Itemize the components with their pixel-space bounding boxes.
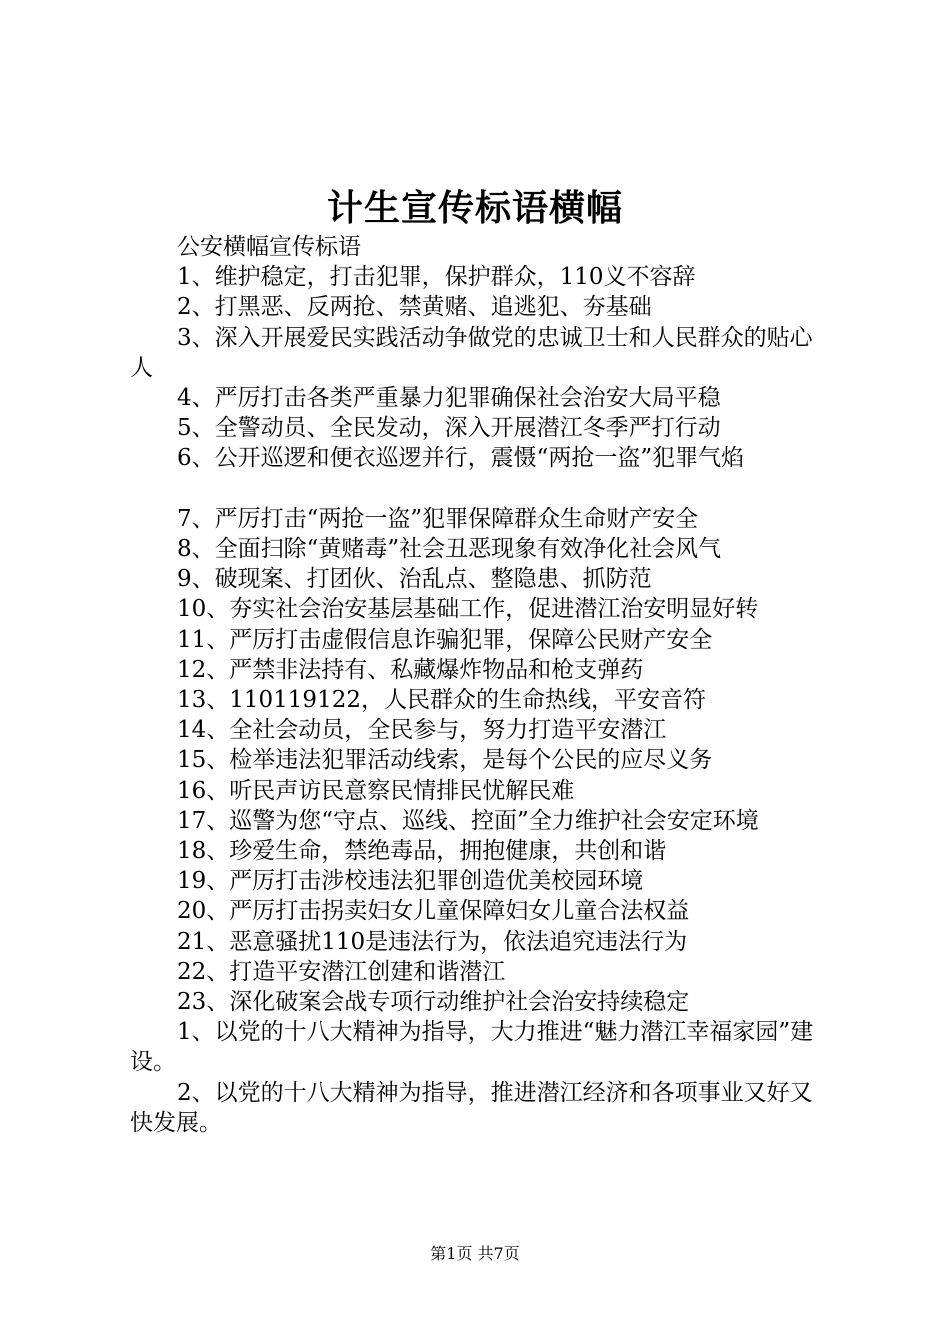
paragraph: 20、严厉打击拐卖妇女儿童保障妇女儿童合法权益 [177,898,690,925]
paragraph: 10、夯实社会治安基层基础工作，促进潜江治安明显好转 [177,596,759,623]
paragraph: 4、严厉打击各类严重暴力犯罪确保社会治安大局平稳 [177,385,721,412]
paragraph: 2、打黑恶、反两抢、禁黄赌、追逃犯、夯基础 [177,294,652,321]
paragraph: 1、以党的十八大精神为指导，大力推进“魅力潜江幸福家园”建设。 [130,1019,814,1076]
paragraph: 13、110119122，人民群众的生命热线，平安音符 [177,687,706,714]
paragraph: 12、严禁非法持有、私藏爆炸物品和枪支弹药 [177,656,644,683]
paragraph: 8、全面扫除“黄赌毒”社会丑恶现象有效净化社会风气 [177,536,722,563]
document-body [130,232,830,1138]
paragraph: 22、打造平安潜江创建和谐潜江 [177,958,506,985]
paragraph: 1、维护稳定，打击犯罪，保护群众，110义不容辞 [177,264,696,291]
paragraph: 17、巡警为您“守点、巡线、控面”全力维护社会安定环境 [177,807,759,834]
paragraph: 23、深化破案会战专项行动维护社会治安持续稳定 [177,989,690,1016]
paragraph: 2、以党的十八大精神为指导，推进潜江经济和各项事业又好又快发展。 [130,1079,813,1136]
paragraph: 14、全社会动员，全民参与，努力打造平安潜江 [177,717,667,744]
paragraph: 16、听民声访民意察民情排民忧解民难 [177,777,575,804]
blank-line [130,474,830,504]
paragraph: 19、严厉打击涉校违法犯罪创造优美校园环境 [177,868,644,895]
paragraph: 7、严厉打击“两抢一盗”犯罪保障群众生命财产安全 [177,505,699,532]
document-title: 计生宣传标语横幅 [326,187,623,229]
page-footer: 第1页 共7页 [430,1244,520,1263]
paragraph: 5、全警动员、全民发动，深入开展潜江冬季严打行动 [177,415,721,442]
paragraph: 11、严厉打击虚假信息诈骗犯罪，保障公民财产安全 [177,626,713,653]
paragraph: 6、公开巡逻和便衣巡逻并行，震慑“两抢一盗”犯罪气焰 [177,445,745,472]
paragraph: 21、恶意骚扰110是违法行为，依法追究违法行为 [177,928,688,955]
paragraph: 公安横幅宣传标语 [177,234,361,260]
paragraph: 15、检举违法犯罪活动线索，是每个公民的应尽义务 [177,747,713,774]
paragraph: 18、珍爱生命，禁绝毒品，拥抱健康，共创和谐 [177,838,667,865]
paragraph: 9、破现案、打团伙、治乱点、整隐患、抓防范 [177,566,652,593]
paragraph: 3、深入开展爱民实践活动争做党的忠诚卫士和人民群众的贴心人 [130,324,813,381]
